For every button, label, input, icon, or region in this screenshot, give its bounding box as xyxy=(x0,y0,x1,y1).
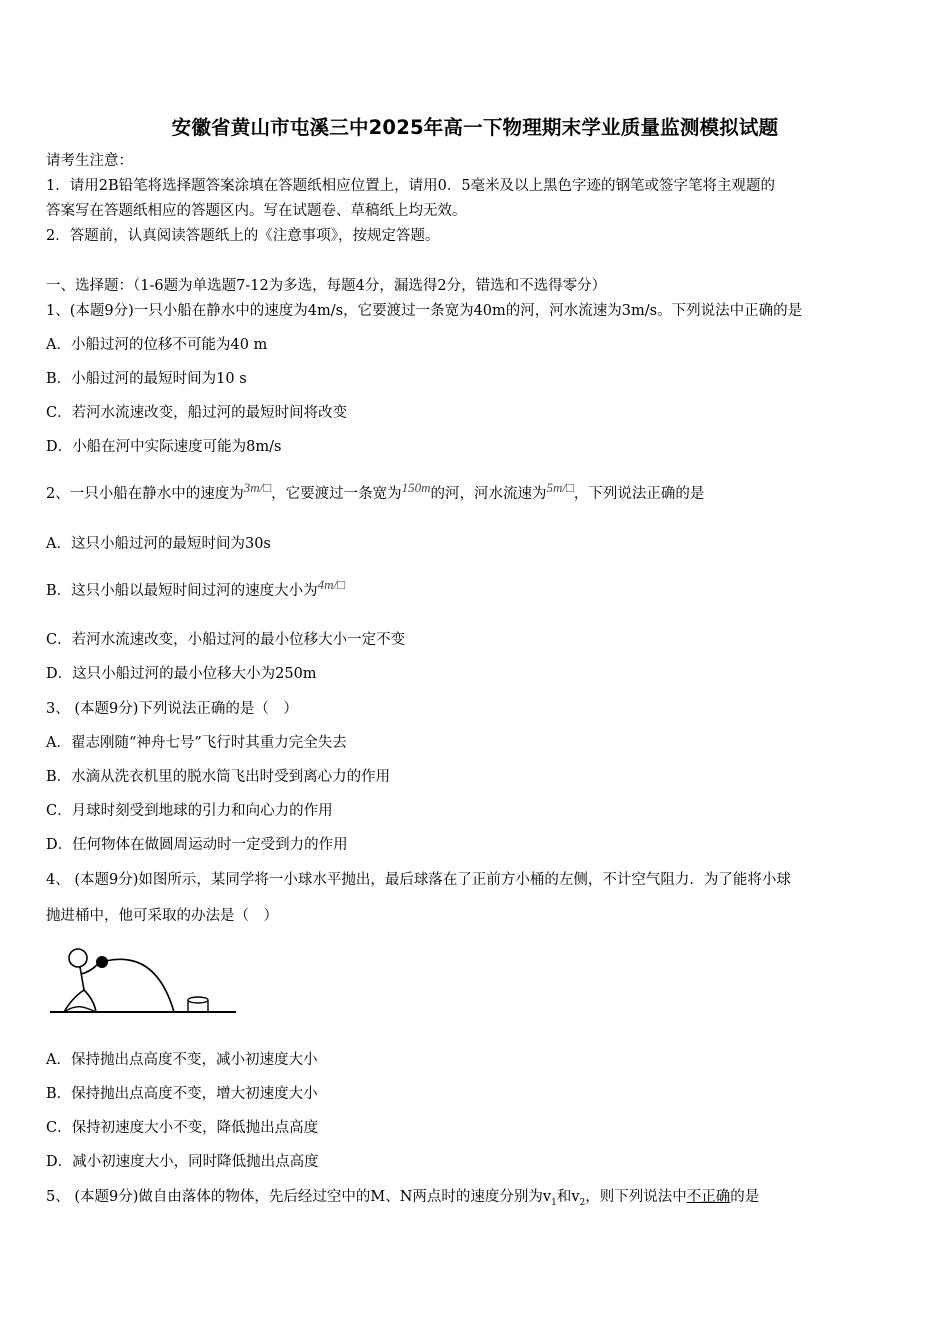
q4-option-c: C．保持初速度大小不变，降低抛出点高度 xyxy=(46,1120,319,1136)
q5-sub-2: 2 xyxy=(579,1197,586,1208)
q5-underlined: 不正确 xyxy=(686,1189,731,1205)
notice-line-2: 2．答题前，认真阅读答题纸上的《注意事项》，按规定答题。 xyxy=(46,228,440,244)
q2-stem-part2: ，它要渡过一条宽为 xyxy=(271,486,402,502)
person-head xyxy=(69,949,87,967)
q1-option-d: D．小船在河中实际速度可能为8m/s xyxy=(46,439,282,455)
q5-sub-1: 1 xyxy=(551,1197,557,1208)
notice-heading: 请考生注意： xyxy=(46,153,133,169)
q2-option-b xyxy=(46,577,346,601)
q5-stem-part1: 5、 (本题9分)做自由落体的物体，先后经过空中的M、N两点时的速度分别为v xyxy=(46,1189,552,1205)
q2-option-b-unit: 4m/□ xyxy=(317,577,346,592)
ball xyxy=(96,956,108,968)
notice-line-1a: 1．请用2B铅笔将选择题答案涂填在答题纸相应位置上，请用0．5毫米及以上黑色字迹的钢笔或签字笔将主观题的 xyxy=(46,178,776,194)
q2-unit-2: 150m xyxy=(401,480,431,495)
q2-option-d: D．这只小船过河的最小位移大小为250m xyxy=(46,666,317,682)
q4-stem-line2: 抛进桶中，他可采取的办法是（ ） xyxy=(46,908,278,924)
q3-option-b: B．水滴从洗衣机里的脱水筒飞出时受到离心力的作用 xyxy=(46,769,391,785)
page-title: 安徽省黄山市屯溪三中2025年高一下物理期末学业质量监测模拟试题 xyxy=(171,116,779,139)
q1-option-a: A．小船过河的位移不可能为40 m xyxy=(46,337,268,353)
q4-stem-line1: 4、 (本题9分)如图所示，某同学将一小球水平抛出，最后球落在了正前方小桶的左侧，不计空气阻力．为了能将小球 xyxy=(46,872,791,888)
q2-unit-3: 5m/□ xyxy=(546,480,574,495)
q1-stem: 1、(本题9分)一只小船在静水中的速度为4m/s，它要渡过一条宽为40m的河，河水流速为3m/s。下列说法中正确的是 xyxy=(46,303,803,319)
q2-option-a: A．这只小船过河的最短时间为30s xyxy=(46,536,271,552)
q4-option-a: A．保持抛出点高度不变，减小初速度大小 xyxy=(46,1052,318,1068)
q5-stem-part3: ，则下列说法中 xyxy=(585,1189,687,1205)
notice-line-1b: 答案写在答题纸相应的答题区内。写在试题卷、草稿纸上均无效。 xyxy=(46,203,467,219)
q5-stem xyxy=(46,1187,759,1213)
q2-stem-part3: 的河，河水流速为 xyxy=(430,486,547,502)
q3-option-c: C．月球时刻受到地球的引力和向心力的作用 xyxy=(46,803,333,819)
ball-trajectory xyxy=(106,959,174,1012)
q1-option-b: B．小船过河的最短时间为10 s xyxy=(46,371,247,387)
q2-stem-part1: 2、一只小船在静水中的速度为 xyxy=(46,486,244,502)
q5-stem-part2: 和v xyxy=(556,1189,580,1205)
q4-option-b: B．保持抛出点高度不变，增大初速度大小 xyxy=(46,1086,318,1102)
q2-option-b-text: B．这只小船以最短时间过河的速度大小为 xyxy=(46,583,318,599)
q3-option-a: A．翟志刚随“神舟七号”飞行时其重力完全失去 xyxy=(46,735,347,751)
q4-option-d: D．减小初速度大小，同时降低抛出点高度 xyxy=(46,1154,319,1170)
q3-option-d: D．任何物体在做圆周运动时一定受到力的作用 xyxy=(46,837,348,853)
bucket-rim xyxy=(188,997,208,1003)
section-heading: 一、选择题：（1-6题为单选题7-12为多选，每题4分，漏选得2分，错选和不选得零分） xyxy=(46,278,607,294)
q5-stem-part4: 的是 xyxy=(730,1189,760,1205)
q2-unit-1: 3m/□ xyxy=(243,480,272,495)
q1-option-c: C．若河水流速改变，船过河的最短时间将改变 xyxy=(46,405,348,421)
q3-stem: 3、 (本题9分)下列说法正确的是（ ） xyxy=(46,701,298,717)
q2-stem xyxy=(46,480,705,504)
person-body xyxy=(80,967,84,990)
q2-option-c: C．若河水流速改变，小船过河的最小位移大小一定不变 xyxy=(46,632,406,648)
q2-stem-part4: ，下列说法正确的是 xyxy=(573,486,705,502)
throw-ball-figure xyxy=(46,938,246,1020)
